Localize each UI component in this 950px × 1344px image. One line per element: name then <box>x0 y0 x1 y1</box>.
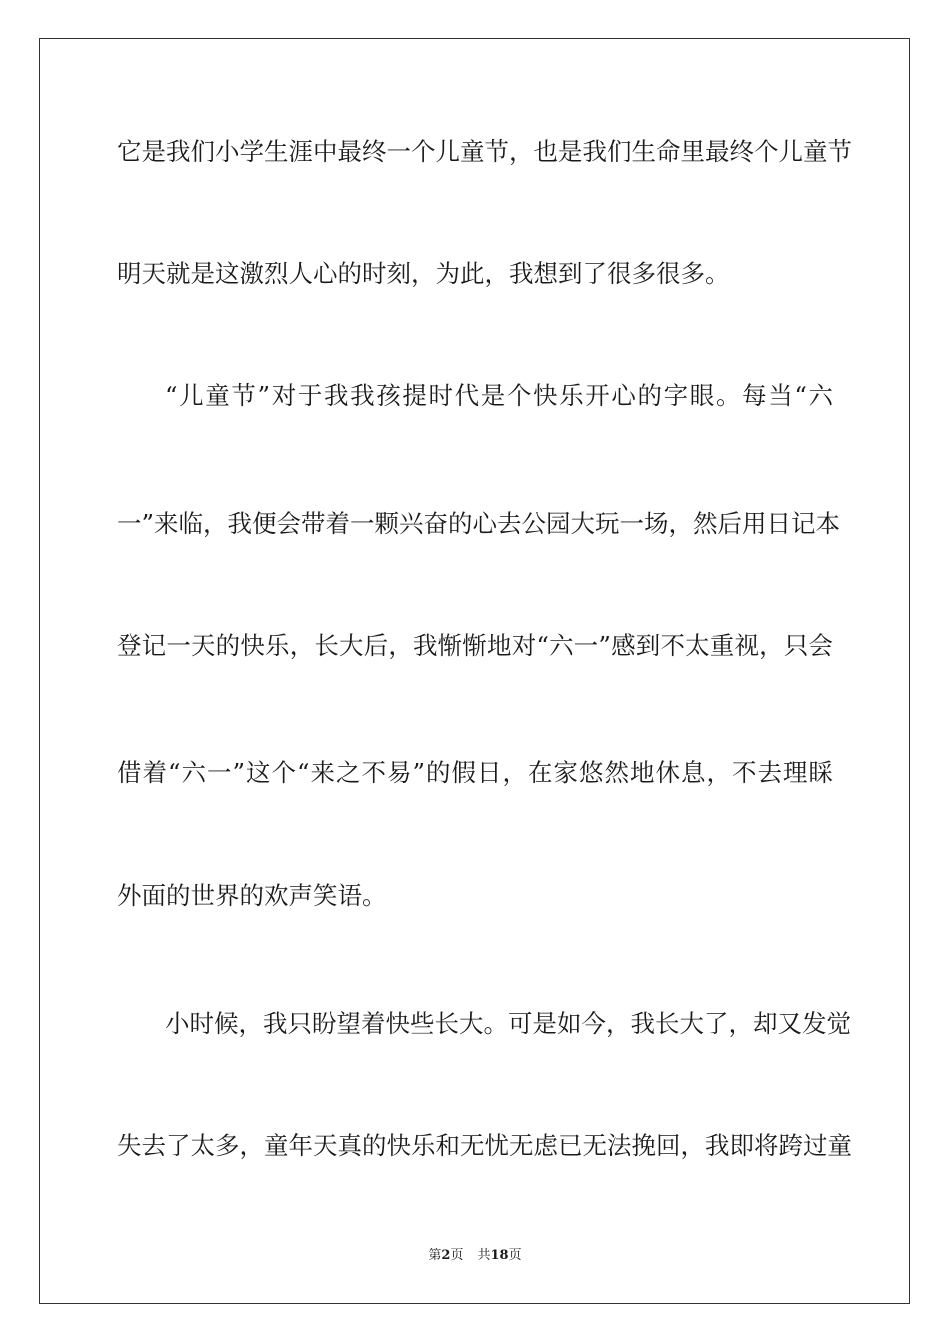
body-text-line: 它是我们小学生涯中最终一个儿童节，也是我们生命里最终个儿童节 <box>117 137 852 166</box>
page-footer <box>0 1247 950 1265</box>
total-suffix: 页 <box>508 1248 522 1263</box>
body-text-line: 失去了太多，童年天真的快乐和无忧无虑已无法挽回，我即将跨过童 <box>117 1131 852 1160</box>
paragraph-first-line: “儿童节”对于我我孩提时代是个快乐开心的字眼。每当“六 <box>165 381 833 410</box>
body-text-line: 外面的世界的欢声笑语。 <box>117 881 387 910</box>
paragraph-first-line: 小时候，我只盼望着快些长大。可是如今，我长大了，却又发觉 <box>165 1009 851 1038</box>
total-pages: 18 <box>490 1248 509 1263</box>
page-border <box>39 38 910 1304</box>
body-text-line: 一”来临，我便会带着一颗兴奋的心去公园大玩一场，然后用日记本 <box>117 509 841 538</box>
body-text-line: 登记一天的快乐，长大后，我惭惭地对“六一”感到不太重视，只会 <box>117 631 833 660</box>
body-text-line: 明天就是这激烈人心的时刻，为此，我想到了很多很多。 <box>117 259 730 288</box>
page-suffix: 页 <box>450 1248 464 1263</box>
total-prefix: 共 <box>477 1248 491 1263</box>
page-prefix: 第 <box>428 1248 442 1263</box>
page-number: 2 <box>441 1248 451 1263</box>
body-text-line: 借着“六一”这个“来之不易”的假日，在家悠然地休息，不去理睬 <box>117 758 833 787</box>
